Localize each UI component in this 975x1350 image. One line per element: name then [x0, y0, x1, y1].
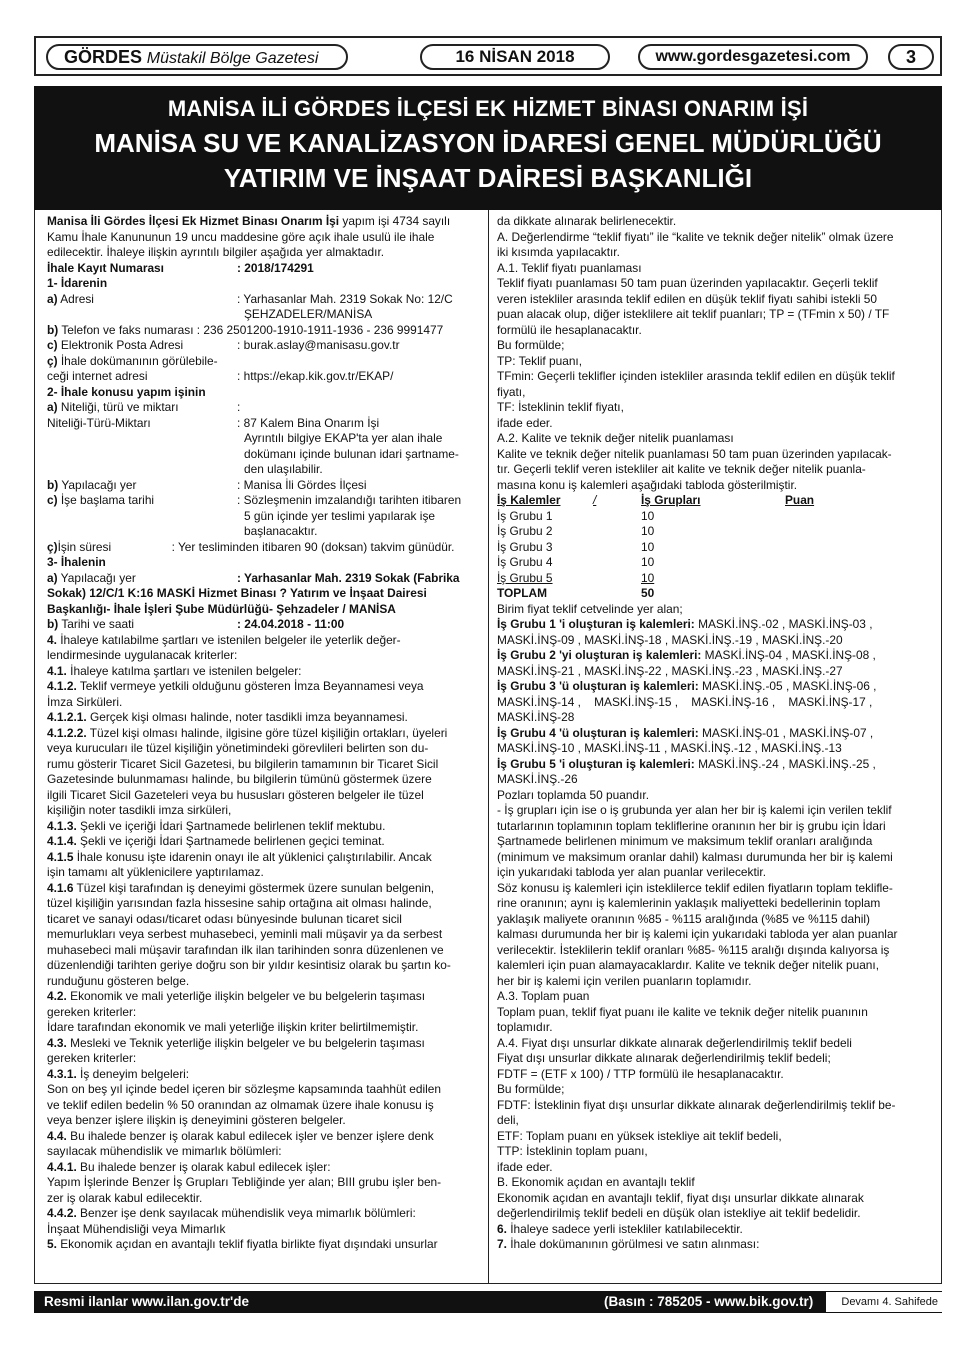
table-total-points: 50	[641, 586, 655, 600]
work-group-items: MASKİ.İNŞ-21 , MASKİ.İNŞ-22 , MASKİ.İNŞ.-23 , MASKİ.İNŞ.-27	[497, 663, 843, 678]
left-column	[47, 214, 481, 1253]
newspaper-name-pill	[46, 44, 348, 70]
newspaper-subtitle: Müstakil Bölge Gazetesi	[146, 50, 319, 67]
paragraph-line	[47, 633, 481, 649]
paragraph-line: iki kısımda yapılacaktır.	[497, 245, 620, 259]
tender-place-field	[47, 571, 481, 587]
paragraph-line: her bir iş kalemi için verilen puanların toplamıdır.	[497, 973, 752, 988]
paragraph-line: değerlendirilmiş teklif bedeli en düşük olan istekliye ait teklif bedelidir.	[497, 1206, 861, 1220]
work-group-label: İş Grubu 3 'ü oluşturan iş kalemleri:	[497, 679, 699, 693]
clause-text: Teklif vermeye yetkili olduğunu gösteren İmza Beyannamesi veya	[76, 679, 424, 693]
clause-text: Ekonomik ve mali yeterliğe ilişkin belgeler ve bu belgelerin taşıması	[66, 989, 426, 1003]
field-letter: b)	[47, 617, 59, 631]
paragraph-line: Ekonomik açıdan en avantajlı teklif, fiyat dışı unsurlar dikkate alınarak	[497, 1190, 864, 1205]
table-cell-empty	[785, 540, 845, 556]
work-group-label: İş Grubu 4 'ü oluşturan iş kalemleri:	[497, 725, 699, 740]
paragraph-line	[47, 1129, 481, 1145]
paragraph-line: Şartnamede belirlenen minimum ve maksimum teklif oranları aralığında	[497, 834, 873, 848]
table-cell-group: İş Grubu 3	[497, 539, 553, 554]
paragraph-line	[47, 834, 481, 850]
newspaper-brand: GÖRDES	[64, 47, 143, 67]
intro-bold: Manisa İli Gördes İlçesi Ek Hizmet Binası Onarım İşi	[47, 214, 340, 228]
work-group-label: İş Grubu 1 'i oluşturan iş kalemleri:	[497, 617, 695, 631]
work-group-items: MASKİ.İNŞ-10 , MASKİ.İNŞ-11 , MASKİ.İNŞ.-12 , MASKİ.İNŞ.-13	[497, 741, 842, 755]
paragraph-line: yaklaşık maliyete oranının %85 - %115 aralığında (%85 ve %115 dahil)	[497, 911, 870, 926]
clause-number: 4.1.5	[47, 849, 74, 864]
table-cell-group: İş Grubu 5	[497, 570, 553, 585]
footer-press-code[interactable]: (Basın : 785205 - www.bik.gov.tr)	[604, 1294, 814, 1309]
page-number: 3	[888, 44, 934, 70]
paragraph-line: Bu formülde;	[497, 1082, 565, 1096]
column-divider	[488, 210, 489, 1284]
paragraph-line: işin tamamı alt yüklenicilere yaptırılamaz.	[47, 865, 264, 879]
field-label: İhale dokümanının görülebile-	[57, 353, 218, 368]
paragraph-line	[47, 664, 481, 680]
paragraph-line	[47, 726, 481, 742]
field-label: Yapılacağı yer	[58, 477, 137, 492]
paragraph-line: ilgili Ticaret Sicil Gazeteleri veya bu hususları gösteren belgeler ile tüzel	[47, 787, 424, 802]
work-group-line	[497, 648, 934, 664]
paragraph-line: da dikkate alınarak belirlenecektir.	[497, 214, 677, 228]
email-field	[47, 338, 481, 354]
paragraph-line	[47, 679, 481, 695]
paragraph-line: TTP: İsteklinin toplam puanı,	[497, 1144, 648, 1158]
footer-official-ads[interactable]: Resmi ilanlar www.ilan.gov.tr'de	[44, 1294, 250, 1309]
field-letter: ç)	[47, 539, 58, 554]
paragraph-line: A.2. Kalite ve teknik değer nitelik puanlaması	[497, 431, 734, 445]
paragraph-line	[47, 1036, 481, 1052]
work-group-items: MASKİ.İNŞ-14 , MASKİ.İNŞ-15 , MASKİ.İNŞ-16 , MASKİ.İNŞ-17 ,	[497, 694, 873, 709]
work-group-line	[497, 617, 934, 633]
section-title: 2- İhale konusu yapım işinin	[47, 384, 206, 399]
paragraph-line: Toplam puan, teklif fiyat puanı ile kalite ve teknik değer nitelik puanının	[497, 1004, 868, 1019]
intro-line: Kamu İhale Kanununun 19 uncu maddesine göre açık ihale usulü ile ihale	[47, 229, 435, 244]
paragraph-line: Kalite ve teknik değer nitelik puanlaması 50 tam puan üzerinden yapılacak-	[497, 446, 892, 461]
field-value: başlanacaktır.	[244, 524, 318, 538]
paragraph-line: ifade eder.	[497, 415, 553, 430]
paragraph-line: ETF: Toplam puanı en yüksek istekliye ait teklif bedeli,	[497, 1128, 782, 1143]
table-cell-group: İş Grubu 4	[497, 555, 553, 569]
paragraph-line: tır. Geçerli teklif veren istekliler ait kalite ve teknik değer nitelik puanla-	[497, 462, 866, 476]
tender-registration	[47, 261, 481, 277]
field-letter: c)	[47, 338, 58, 352]
paragraph-line: verilecektir. İsteklilerin teklif oranları %85- %115 aralığı dışında kalıyorsa iş	[497, 942, 890, 957]
clause-text: Bu ihalede benzer iş olarak kabul edilecek işler:	[76, 1159, 331, 1174]
paragraph-line: TF: İsteklinin teklif fiyatı,	[497, 400, 624, 414]
work-group-label: İş Grubu 5 'i oluşturan iş kalemleri:	[497, 756, 695, 771]
paragraph-line: masına konu iş kalemleri aşağıdaki tabloda gösterilmiştir.	[497, 477, 798, 492]
field-label: Elektronik Posta Adresi	[57, 338, 184, 352]
field-label: İşin süresi	[57, 539, 112, 554]
work-group-items: MASKİ.İNŞ.-24 , MASKİ.İNŞ.-25 ,	[694, 756, 876, 771]
issue-date: 16 NİSAN 2018	[420, 44, 610, 70]
paragraph-line: ifade eder.	[497, 1159, 553, 1174]
table-header-points: Puan	[785, 493, 815, 507]
table-cell-empty	[785, 571, 845, 587]
paragraph-line: Yapım İşlerinde Benzer İş Grupları Tebliğinde yer alan; BIII grubu işler ben-	[47, 1175, 442, 1189]
field-label: ceği internet adresi	[47, 369, 148, 383]
field-label: Niteliği, türü ve miktarı	[57, 400, 179, 414]
field-letter: ç)	[47, 353, 58, 368]
clause-number: 4.1.2.1.	[47, 710, 87, 724]
clause-number: 4.1.3.	[47, 818, 77, 833]
nature-type-quantity	[47, 416, 481, 432]
clause-number: 7.	[497, 1237, 507, 1251]
work-group-items: MASKİ.İNŞ-28	[497, 710, 575, 724]
phone-field	[47, 323, 481, 339]
clause-number: 4.4.1.	[47, 1159, 77, 1174]
field-value: : Manisa İli Gördes İlçesi	[237, 477, 367, 492]
notice-headline-banner	[34, 86, 942, 210]
paragraph-line: A. Değerlendirme “teklif fiyatı” ile “kalite ve teknik değer nitelik” olmak üzere	[497, 229, 894, 244]
field-letter: a)	[47, 570, 58, 585]
clause-text: İhaleye sadece yerli istekliler katılabilecektir.	[506, 1221, 743, 1236]
continued-note: Devamı 4. Sahifede	[826, 1292, 942, 1312]
field-value[interactable]: : https://ekap.kik.gov.tr/EKAP/	[237, 369, 394, 383]
paragraph-line: toplamıdır.	[497, 1020, 553, 1034]
field-label: Adresi	[57, 291, 94, 306]
table-header-groups: İş Grupları	[641, 493, 701, 507]
paragraph-line: için yukarıdaki tabloda yer alan puanlar verilecektir.	[497, 865, 767, 879]
clause-number: 4.2.	[47, 989, 67, 1003]
table-cell-points: 10	[641, 539, 655, 554]
field-value: : 2018/174291	[237, 260, 314, 275]
table-cell-group: İş Grubu 1	[497, 508, 553, 523]
paragraph-line: ticaret ve sanayi odası/ticaret odası bünyesinde bulunan ticaret sicil	[47, 911, 402, 926]
field-cont	[47, 447, 481, 463]
table-cell-points: 10	[641, 570, 655, 585]
field-value: :	[237, 400, 241, 414]
field-label: Yapılacağı yer	[57, 570, 136, 585]
clause-text: Tüzel kişi tarafından iş deneyimi göstermek üzere sunulan belgenin,	[73, 880, 435, 895]
table-cell-empty	[785, 555, 845, 571]
paragraph-line	[47, 1067, 481, 1083]
field-cont	[47, 509, 481, 525]
field-label: İhale Kayıt Numarası	[47, 260, 164, 275]
field-letter: a)	[47, 400, 58, 414]
field-value: ŞEHZADELER/MANİSA	[244, 307, 373, 321]
paragraph-line: Son on beş yıl içinde bedel içeren bir sözleşme kapsamında taahhüt edilen	[47, 1082, 441, 1096]
work-group-items: MASKİ.İNŞ-04 , MASKİ.İNŞ-08 ,	[701, 648, 876, 662]
clause-number: 4.1.4.	[47, 834, 77, 848]
field-letter: c)	[47, 493, 58, 507]
work-group-label: İş Grubu 2 'yi oluşturan iş kalemleri:	[497, 648, 702, 662]
paragraph-line: kişiliğin noter tasdikli imza sirküleri,	[47, 803, 232, 817]
clause-number: 4.1.2.	[47, 679, 77, 693]
table-cell-group: İş Grubu 2	[497, 524, 553, 538]
field-label: Niteliği-Türü-Miktarı	[47, 415, 151, 430]
clause-number: 4.4.	[47, 1128, 67, 1143]
paragraph-line: rine oranının; aynı iş kalemlerinin yaklaşık maliyetteki bedellerinin toplam	[497, 896, 881, 910]
paragraph-line: Teklif fiyatı puanlaması 50 tam puan üzerinden yapılacaktır. Geçerli teklif	[497, 276, 878, 290]
table-total-label: TOPLAM	[497, 586, 547, 600]
paragraph-line: düzenlendiği tarihten geriye doğru son bir yıldır kesintisiz olarak bu şartın ko-	[47, 958, 451, 972]
work-group-line	[497, 757, 934, 773]
clause-text: Şekli ve içeriği İdari Şartnamede belirlenen teklif mektubu.	[76, 818, 386, 833]
work-group-items: MASKİ.İNŞ-01 , MASKİ.İNŞ-07 ,	[698, 725, 874, 740]
paragraph-line: İnşaat Mühendisliği veya Mimarlık	[47, 1221, 226, 1236]
paragraph-line	[497, 1237, 934, 1253]
table-cell-empty	[593, 586, 641, 602]
table-cell-points: 10	[641, 524, 655, 538]
clause-number: 6.	[497, 1221, 507, 1236]
clause-number: 4.	[47, 632, 57, 647]
field-value: Telefon ve faks numarası : 236 2501200-1910-1911-1936 - 236 9991477	[58, 322, 444, 337]
paragraph-line: lendirmesinde uygulanacak kriterler:	[47, 648, 238, 662]
paragraph-line: kalması durumunda her bir iş kalemi için yukarıdaki tabloda yer alan puanlar	[497, 927, 898, 941]
field-cont	[47, 462, 481, 478]
table-cell-points: 10	[641, 508, 655, 523]
clause-text: Ekonomik açıdan en avantajlı teklif fiyatla birlikte fiyat dışındaki unsurlar	[56, 1237, 438, 1251]
section-title: 3- İhalenin	[47, 555, 106, 569]
field-value: den ulaşılabilir.	[244, 462, 323, 476]
field-value: Ayrıntılı bilgiye EKAP'ta yer alan ihale	[244, 431, 443, 445]
field-cont	[47, 431, 481, 447]
start-date-field	[47, 493, 481, 509]
paragraph-line: tüzel kişiliğin yarısından fazla hissesine sahip ortağına ait olması halinde,	[47, 896, 432, 910]
paragraph-line: puan alacak olup, diğer isteklilere ait teklif puanları; TP = (TFmin x 50) / TF	[497, 307, 890, 321]
paragraph-line	[47, 710, 481, 726]
clause-number: 5.	[47, 1237, 57, 1251]
field-value: 5 gün içinde yer teslimi yapılarak işe	[244, 508, 435, 523]
paragraph-line: gereken kriterler:	[47, 1051, 137, 1065]
intro-line	[47, 214, 481, 230]
clause-text: Tüzel kişi olması halinde, ilgisine göre tüzel kişiliğin ortakları, üyeleri	[86, 725, 448, 740]
paragraph-line	[47, 989, 481, 1005]
nature-field	[47, 400, 481, 416]
clause-text: İhaleye katılma şartları ve istenilen belgeler:	[66, 663, 302, 678]
clause-number: 4.1.	[47, 663, 67, 678]
clause-number: 4.1.6	[47, 880, 74, 895]
paragraph-line: Bu formülde;	[497, 338, 565, 352]
paragraph-line: Söz konusu iş kalemleri için isteklilerce teklif edilen fiyatların toplam teklifle-	[497, 880, 893, 895]
page-footer	[34, 1291, 942, 1313]
paragraph-line: İdare tarafından ekonomik ve mali yeterliğe ilişkin kriter belirtilmemiştir.	[47, 1020, 419, 1034]
paragraph-line	[47, 850, 481, 866]
paragraph-line: zer iş olarak kabul edilecektir.	[47, 1190, 203, 1205]
intro-line: edilecektir. İhaleye ilişkin ayrıntılı bilgiler aşağıda yer almaktadır.	[47, 245, 385, 259]
field-value: : Yer tesliminden itibaren 90 (doksan) takvim günüdür.	[171, 539, 455, 554]
clause-text: Şekli ve içeriği İdari Şartnamede belirlenen geçici teminat.	[76, 834, 385, 848]
table-cell-empty	[593, 571, 641, 587]
table-cell-empty	[785, 509, 845, 525]
paragraph-line	[497, 1222, 934, 1238]
table-cell-empty	[593, 524, 641, 540]
clause-number: 4.3.	[47, 1035, 67, 1050]
field-letter: a)	[47, 291, 58, 306]
field-value: : Yarhasanlar Mah. 2319 Sokak No: 12/C	[237, 291, 453, 306]
paragraph-line: FDTF = (ETF x 100) / TTP formülü ile hesaplanacaktır.	[497, 1066, 784, 1081]
clause-text: İhale konusu işte idarenin onayı ile alt yüklenici çalıştırılabilir. Ancak	[73, 849, 432, 864]
table-cell-empty	[785, 586, 845, 602]
table-cell-empty	[593, 555, 641, 571]
tender-datetime-field	[47, 617, 481, 633]
address-field-cont	[47, 307, 481, 323]
field-value: Başkanlığı- İhale İşleri Şube Müdürlüğü- Şehzadeler / MANİSA	[47, 601, 396, 616]
clause-text: Benzer işe denk sayılacak mühendislik veya mimarlık bölümleri:	[76, 1206, 416, 1220]
paragraph-line: B. Ekonomik açıdan en avantajlı teklif	[497, 1175, 695, 1189]
clause-text: Gerçek kişi olması halinde, noter tasdikli imza beyannamesi.	[86, 710, 408, 724]
paragraph-line: sayılacak mühendislik ve mimarlık bölümleri:	[47, 1144, 282, 1158]
field-value: Sokak) 12/C/1 K:16 MASKİ Hizmet Binası ? Yatırım ve İnşaat Dairesi	[47, 586, 427, 600]
paragraph-line	[47, 819, 481, 835]
paragraph-line: A.4. Fiyat dışı unsurlar dikkate alınarak değerlendirilmiş teklif bedeli	[497, 1035, 852, 1050]
paragraph-line: memurlukları veya serbest muhasebeci, yeminli mali müşavir ya da serbest	[47, 927, 443, 941]
field-value: : 24.04.2018 - 11:00	[237, 617, 345, 631]
paragraph-line: Gazetesinde bulunmaması halinde, bu bilgilerin tümünü göstermek üzere	[47, 772, 432, 786]
clause-number: 4.3.1.	[47, 1066, 77, 1081]
paragraph-line: runduğunu gösteren belge.	[47, 973, 190, 988]
section-title: 1- İdarenin	[47, 276, 108, 290]
clause-text: İhaleye katılabilme şartları ve istenilen belgeler ile yeterlik değer-	[56, 632, 401, 647]
field-letter: b)	[47, 477, 59, 492]
field-value: : Sözleşmenin imzalandığı tarihten itibaren	[237, 493, 462, 507]
work-group-items: MASKİ.İNŞ.-05 , MASKİ.İNŞ-06 ,	[698, 679, 877, 693]
field-letter: b)	[47, 322, 59, 337]
paragraph-line: fiyatı,	[497, 384, 526, 399]
paragraph-line: Fiyat dışı unsurlar dikkate alınarak değerlendirilmiş teklif bedeli;	[497, 1051, 831, 1065]
paragraph-line: A.3. Toplam puan	[497, 989, 590, 1003]
right-column	[497, 214, 934, 1253]
table-cell-empty	[785, 524, 845, 540]
paragraph-line: muhasebeci mali müşavir tarafından ilk ilan tarihinden sonra düzenlenen ve	[47, 942, 444, 957]
field-value: : Yarhasanlar Mah. 2319 Sokak (Fabrika	[237, 570, 460, 585]
field-label: Tarihi ve saati	[58, 617, 135, 631]
field-label: İşe başlama tarihi	[57, 493, 155, 507]
location-field	[47, 478, 481, 494]
scoring-table	[497, 493, 934, 602]
table-header-slash: /	[593, 493, 597, 507]
clause-text: Bu ihalede benzer iş olarak kabul edilecek işler ve benzer işlere denk	[66, 1128, 434, 1143]
table-cell-empty	[593, 540, 641, 556]
clause-number: 4.4.2.	[47, 1206, 77, 1220]
paragraph-line: İmza Sirküleri.	[47, 694, 123, 709]
paragraph-line: deli,	[497, 1113, 519, 1127]
work-group-items: MASKİ.İNŞ.-26	[497, 772, 578, 786]
table-cell-empty	[593, 509, 641, 525]
notice-body	[34, 210, 942, 1284]
paragraph-line: tutarlarının toplamının toplam tekliflerine oranının her bir iş grubu için İdari	[497, 818, 886, 833]
clause-text: İhale dokümanının görülmesi ve satın alınması:	[506, 1237, 760, 1251]
work-group-line	[497, 679, 934, 695]
paragraph-line: rumu gösterir Ticaret Sicil Gazetesi, bu bilgilerin tamamının bir Ticaret Sicil	[47, 756, 439, 771]
paragraph-line	[47, 1206, 481, 1222]
paragraph-line: Birim fiyat teklif cetvelinde yer alan;	[497, 601, 683, 616]
field-value[interactable]: : burak.aslay@manisasu.gov.tr	[237, 338, 400, 352]
document-url-label	[47, 354, 481, 370]
website-url[interactable]: www.gordesgazetesi.com	[638, 44, 868, 70]
paragraph-line: veren istekliler arasında teklif edilen en düşük teklif fiyatı sahibi istekli 50	[497, 291, 878, 306]
paragraph-line: TFmin: Geçerli teklifler içinden istekliler arasında teklif edilen en düşük teklif	[497, 369, 895, 383]
clause-number: 4.1.2.2.	[47, 725, 87, 740]
paragraph-line: TP: Teklif puanı,	[497, 353, 583, 368]
paragraph-line: Pozları toplamda 50 puandır.	[497, 787, 650, 802]
headline-line-2: MANİSA SU VE KANALİZASYON İDARESİ GENEL MÜDÜRLÜĞÜ	[94, 128, 882, 158]
clause-text: Mesleki ve Teknik yeterliğe ilişkin belgeler ve bu belgelerin taşıması	[66, 1035, 425, 1050]
headline-line-1: MANİSA İLİ GÖRDES İLÇESİ EK HİZMET BİNASI ONARIM İŞİ	[167, 96, 809, 121]
clause-text: İş deneyim belgeleri:	[76, 1066, 190, 1081]
address-field	[47, 292, 481, 308]
paragraph-line: - İş grupları için ise o iş grubunda yer alan her bir iş kalemi için verilen teklif	[497, 803, 892, 817]
work-group-items: MASKİ.İNŞ.-02 , MASKİ.İNŞ-03 ,	[694, 617, 873, 631]
masthead-bar	[34, 36, 942, 76]
document-url-field	[47, 369, 481, 385]
paragraph-line: kalemleri için puan alamayacaklardır. Kalite ve teknik değer nitelik puanı,	[497, 958, 880, 972]
paragraph-line: A.1. Teklif fiyatı puanlaması	[497, 260, 642, 275]
paragraph-line: FDTF: İsteklinin fiyat dışı unsurlar dikkate alınarak değerlendirilmiş teklif be-	[497, 1097, 896, 1112]
newspaper-page	[34, 36, 942, 1316]
paragraph-line: (minimum ve maksimum oranlar dahil) kalması durumunda her bir iş kalemi	[497, 849, 893, 864]
paragraph-line	[47, 881, 481, 897]
field-cont	[47, 524, 481, 540]
paragraph-line: gereken kriterler:	[47, 1004, 137, 1019]
field-value: : 87 Kalem Bina Onarım İşi	[237, 415, 380, 430]
paragraph-line	[47, 1160, 481, 1176]
table-header-items: İş Kalemler	[497, 493, 561, 507]
headline-line-3: YATIRIM VE İNŞAAT DAİRESİ BAŞKANLIĞI	[223, 163, 753, 193]
intro-rest: yapım işi 4734 sayılı	[339, 214, 451, 228]
paragraph-line: formülü ile hesaplanacaktır.	[497, 322, 642, 337]
work-group-line	[497, 726, 934, 742]
paragraph-line	[47, 1237, 481, 1253]
table-cell-points: 10	[641, 555, 655, 569]
work-group-items: MASKİ.İNŞ-09 , MASKİ.İNŞ-18 , MASKİ.İNŞ.-19 , MASKİ.İNŞ.-20	[497, 632, 843, 647]
duration-field	[47, 540, 481, 556]
paragraph-line: veya kurucuları ile tüzel kişiliğin yönetimindeki görevlileri belirten son du-	[47, 741, 429, 755]
paragraph-line: ve teklif edilen bedelin % 50 oranından az olmamak üzere ihale konusu iş	[47, 1097, 434, 1112]
paragraph-line: veya benzer işlere ilişkin iş deneyimini gösteren belgeler.	[47, 1113, 346, 1127]
field-value: dokümanı içinde bulunan idari şartname-	[244, 446, 459, 461]
